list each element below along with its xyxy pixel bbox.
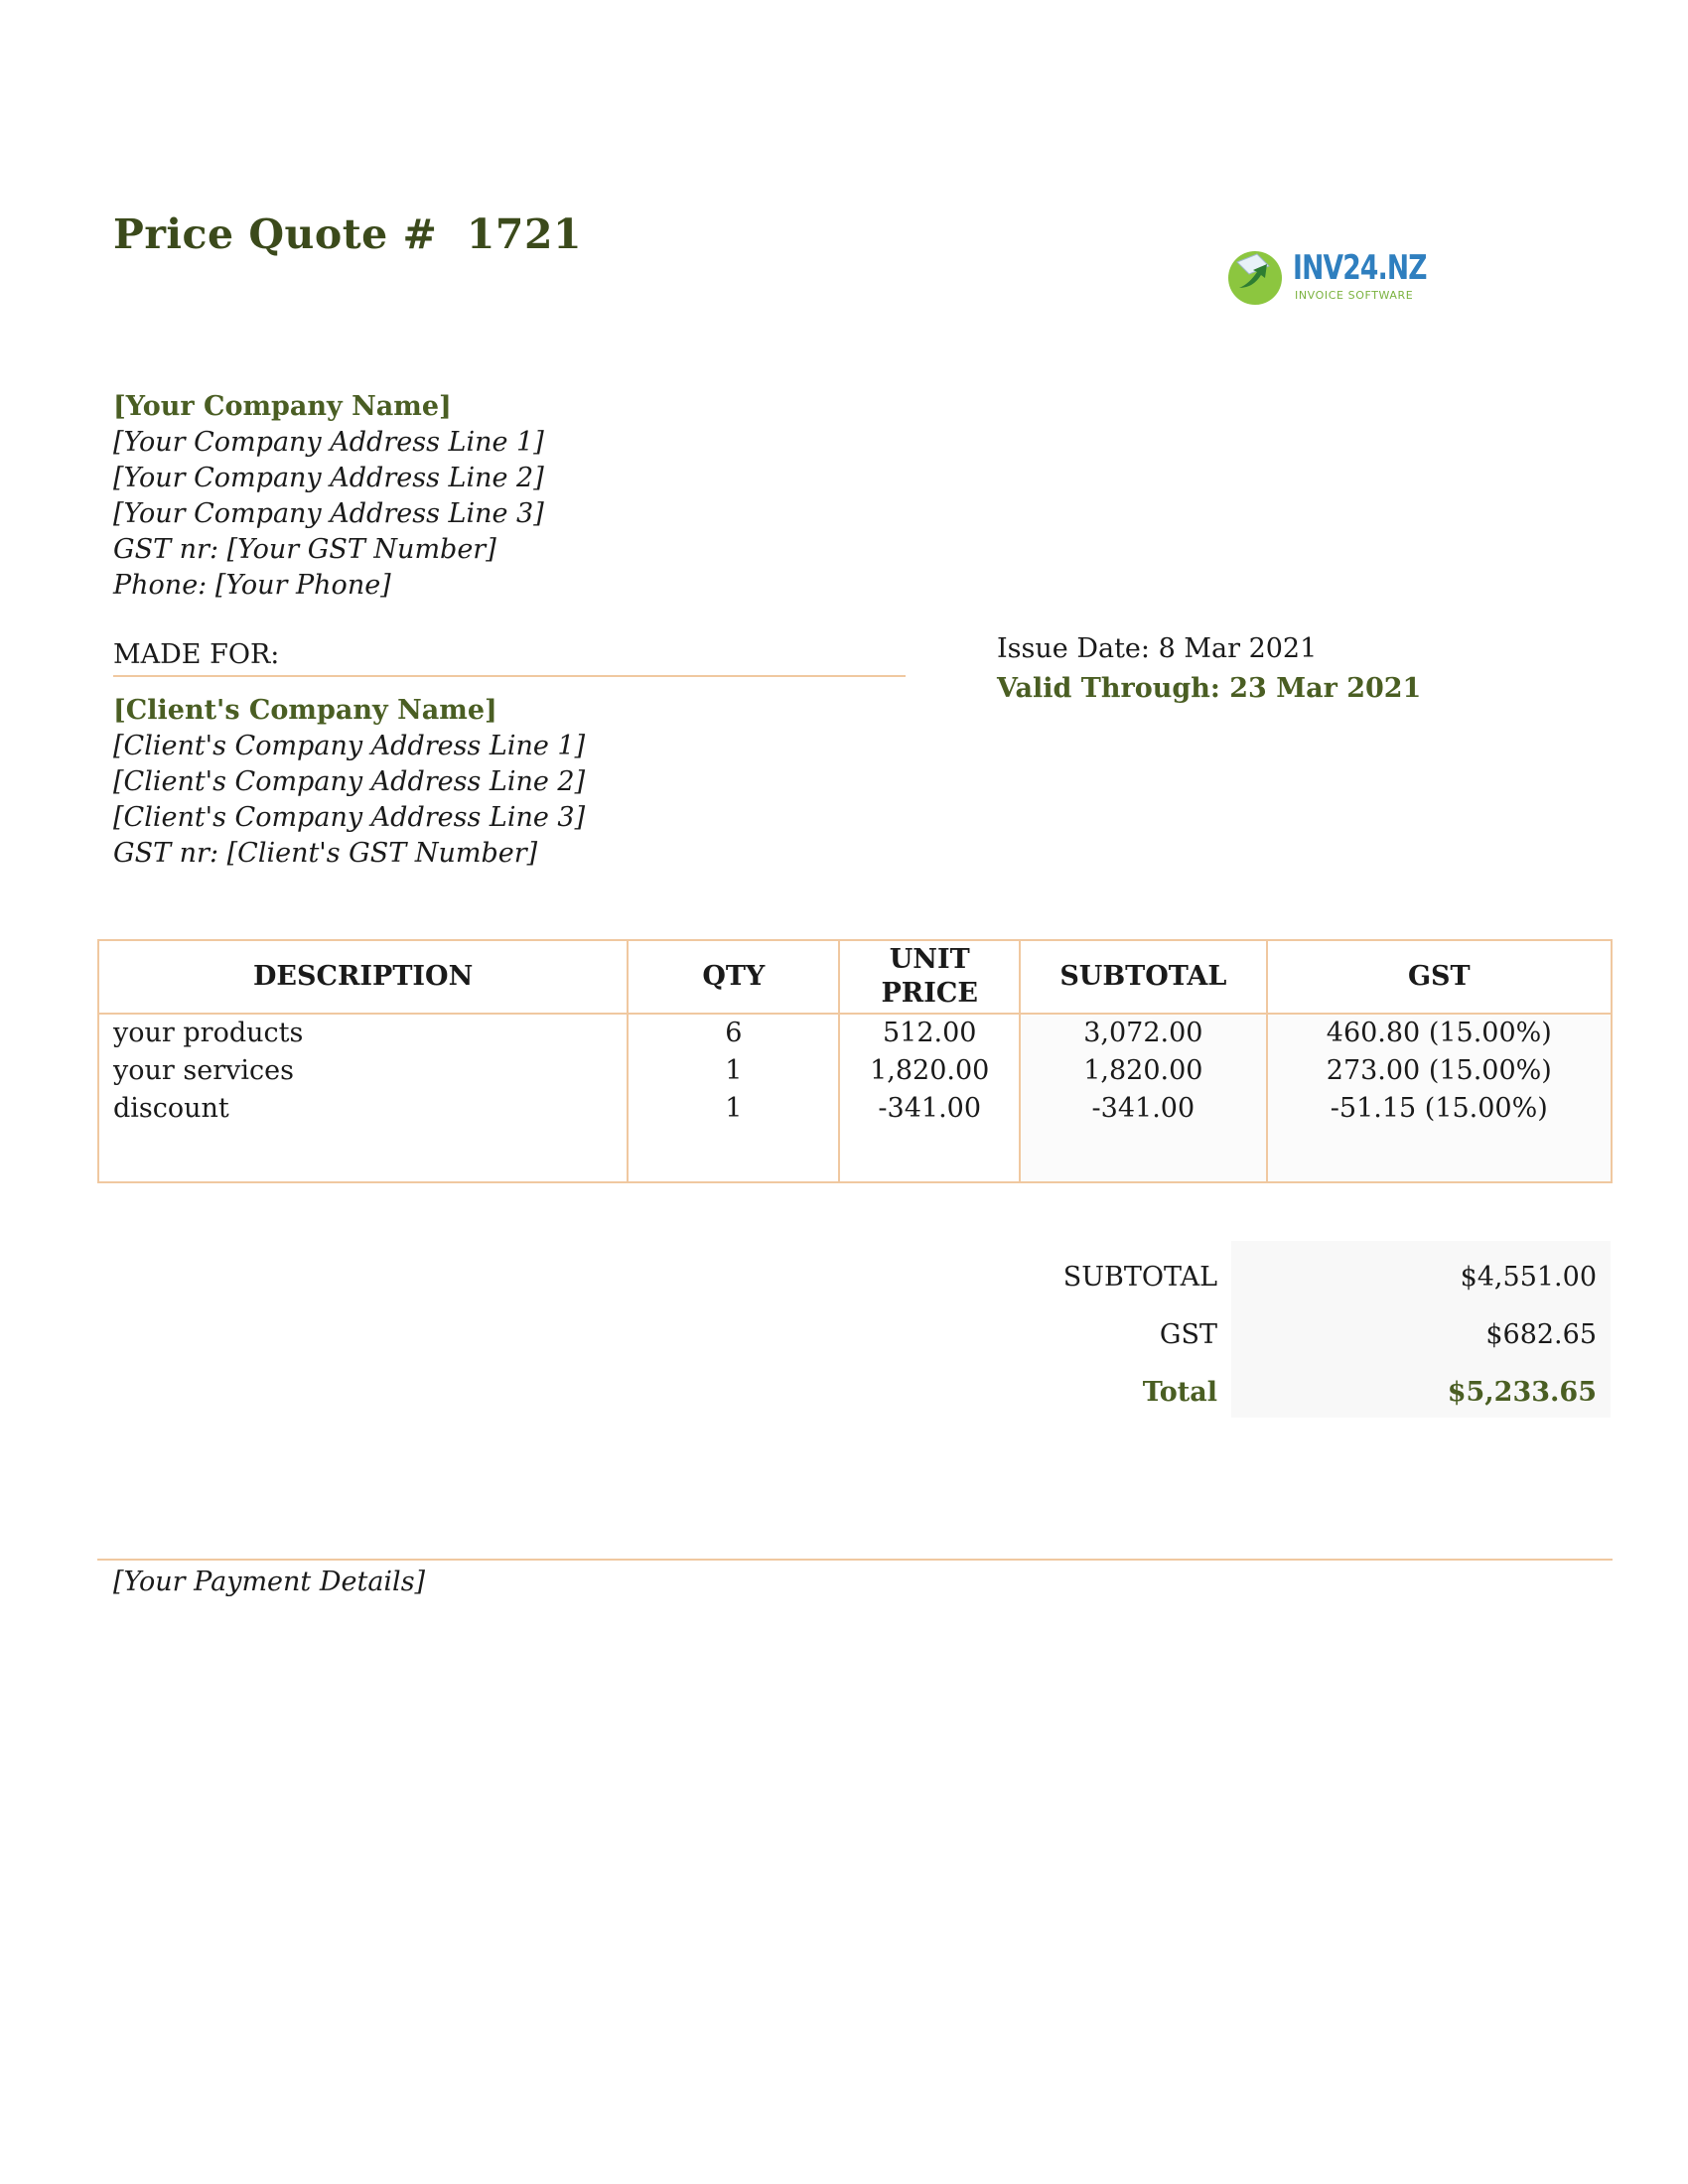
description-cell	[98, 1014, 628, 1182]
row-subtotal: 3,072.00	[1083, 1018, 1203, 1048]
row-gst: -51.15 (15.00%)	[1330, 1093, 1548, 1124]
subtotal-cell	[1020, 1014, 1267, 1182]
client-gst-number: GST nr: [Client's GST Number]	[113, 838, 538, 869]
quote-dates	[997, 629, 1421, 709]
row-unit-price: 1,820.00	[870, 1055, 990, 1086]
row-description: your services	[113, 1055, 294, 1086]
line-items-table	[97, 939, 1613, 1183]
gst-cell	[1267, 1014, 1612, 1182]
row-subtotal: -341.00	[1091, 1093, 1196, 1124]
client-address-block	[113, 693, 585, 872]
made-for-heading: MADE FOR:	[113, 639, 280, 670]
total-label: Total	[1142, 1377, 1217, 1408]
unit-price-cell	[839, 1014, 1020, 1182]
table-body-row	[98, 1014, 1612, 1182]
header-qty: QTY	[628, 940, 839, 1014]
company-logo	[1223, 242, 1427, 312]
valid-through-date: Valid Through: 23 Mar 2021	[997, 673, 1422, 704]
logo-wordmark: INV24.NZ	[1293, 248, 1427, 288]
company-gst-number: GST nr: [Your GST Number]	[113, 534, 496, 565]
logo-subtext: INVOICE SOFTWARE	[1295, 289, 1414, 302]
qty-cell	[628, 1014, 839, 1182]
client-address-line: [Client's Company Address Line 3]	[113, 802, 586, 833]
row-unit-price: 512.00	[882, 1018, 977, 1048]
header-gst: GST	[1267, 940, 1612, 1014]
totals-values	[1231, 1249, 1597, 1422]
table-header-row	[98, 940, 1612, 1014]
subtotal-value: $4,551.00	[1460, 1262, 1597, 1293]
row-qty: 6	[725, 1018, 743, 1048]
header-unit-price	[839, 940, 1020, 1014]
row-gst: 273.00 (15.00%)	[1326, 1055, 1552, 1086]
header-description: DESCRIPTION	[98, 940, 628, 1014]
row-description: discount	[113, 1093, 229, 1124]
row-subtotal: 1,820.00	[1083, 1055, 1203, 1086]
subtotal-label: SUBTOTAL	[1062, 1262, 1217, 1293]
totals-labels	[993, 1249, 1217, 1422]
client-address-line: [Client's Company Address Line 2]	[113, 766, 586, 797]
header-subtotal: SUBTOTAL	[1020, 940, 1267, 1014]
gst-value: $682.65	[1485, 1319, 1597, 1350]
company-address-line: [Your Company Address Line 3]	[113, 498, 544, 529]
header-unit-price-line2: PRICE	[881, 978, 978, 1009]
quote-title: Price Quote # 1721	[113, 210, 583, 258]
made-for-divider	[113, 675, 906, 677]
row-description: your products	[113, 1018, 304, 1048]
logo-icon	[1223, 244, 1287, 308]
company-name: [Your Company Name]	[113, 391, 452, 422]
company-address-block	[113, 389, 544, 604]
gst-label: GST	[1159, 1319, 1217, 1350]
client-address-line: [Client's Company Address Line 1]	[113, 731, 586, 761]
total-value: $5,233.65	[1447, 1377, 1597, 1408]
issue-date: Issue Date: 8 Mar 2021	[997, 633, 1318, 664]
header-unit-price-line1: UNIT	[889, 944, 970, 975]
client-name: [Client's Company Name]	[113, 695, 497, 726]
row-gst: 460.80 (15.00%)	[1326, 1018, 1552, 1048]
company-address-line: [Your Company Address Line 2]	[113, 463, 544, 493]
payment-details: [Your Payment Details]	[113, 1567, 426, 1597]
row-unit-price: -341.00	[878, 1093, 982, 1124]
row-qty: 1	[725, 1055, 743, 1086]
payment-divider	[97, 1559, 1613, 1561]
row-qty: 1	[725, 1093, 743, 1124]
company-address-line: [Your Company Address Line 1]	[113, 427, 544, 458]
company-phone: Phone: [Your Phone]	[113, 570, 391, 601]
